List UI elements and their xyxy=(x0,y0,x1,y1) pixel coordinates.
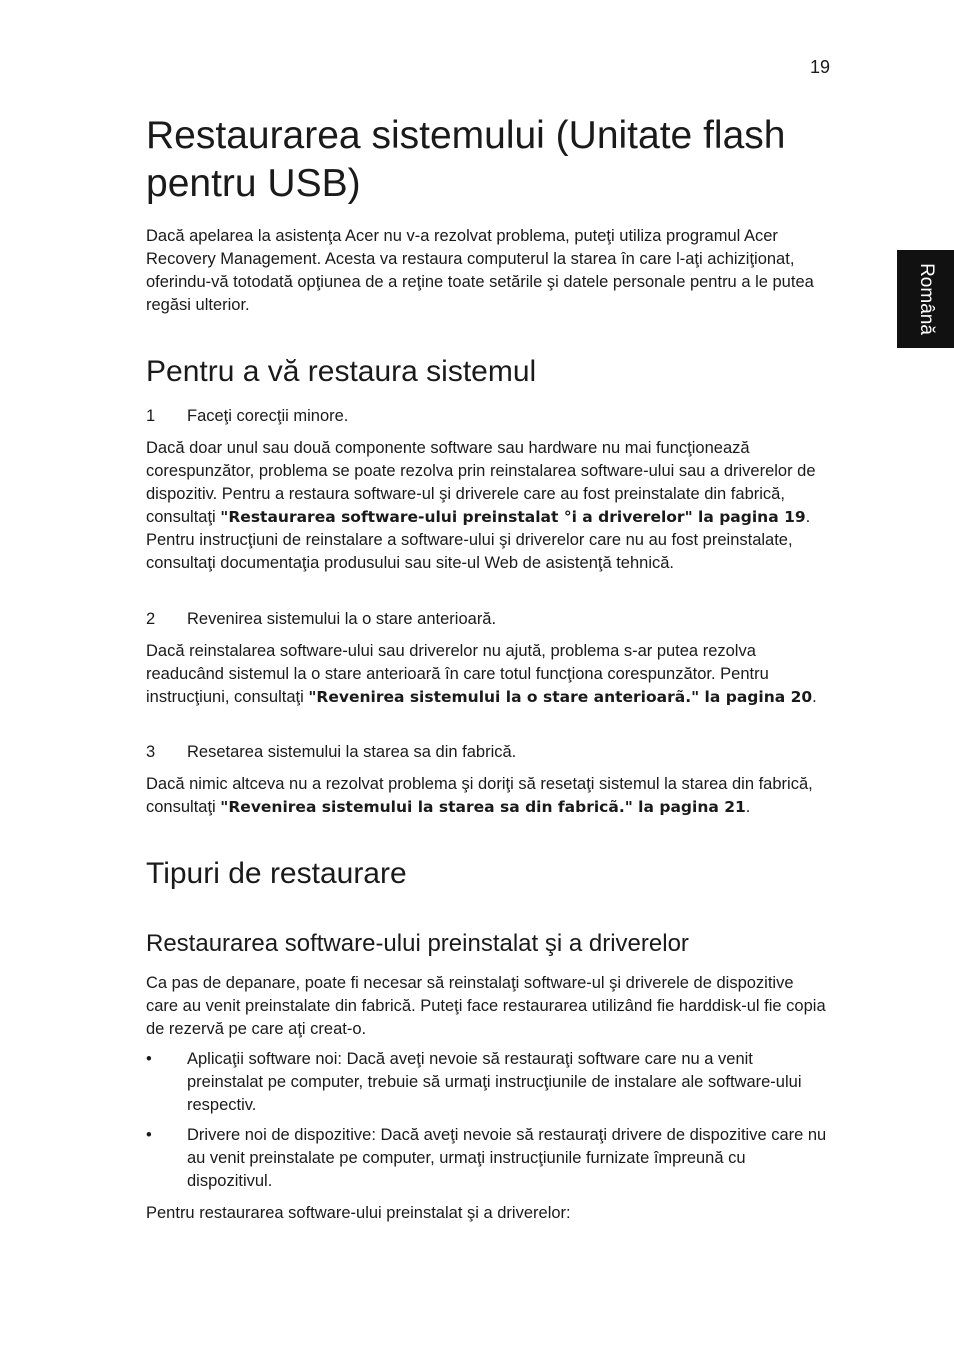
step-2-number: 2 xyxy=(146,610,156,628)
page-title: Restaurarea sistemului (Unitate flash pentru USB) xyxy=(146,114,786,205)
step-3 xyxy=(146,741,828,764)
closing-paragraph: Pentru restaurarea software-ului preinstalat şi a driverelor: xyxy=(146,1204,571,1222)
bullet-text: Drivere noi de dispozitive: Dacă aveţi nevoie să restauraţi drivere de dispozitive care nu au venit preinstalate pe computer, urmaţi instrucţiunile furnizate împreună cu dispozitivul. xyxy=(187,1126,827,1190)
restore-types-paragraph: Ca pas de depanare, poate fi necesar să reinstalaţi software-ul şi driverele de dispozitive care au venit preinstalate din fabrică. Puteţi face restaurarea utilizând fie harddisk-ul fie copia de rezervă pe care aţi creat-o. xyxy=(146,974,826,1038)
step-3-text-pre: Dacă nimic altceva nu a rezolvat problema şi doriţi să resetaţi sistemul la starea din fabrică, consultaţi xyxy=(146,775,813,816)
bullet-text: Aplicaţii software noi: Dacă aveţi nevoie să restauraţi software care nu a venit preinstalat pe computer, trebuie să urmaţi instrucţiunile de instalare ale software-ului respectiv. xyxy=(187,1050,802,1114)
step-1-text-pre: Dacă doar unul sau două componente software sau hardware nu mai funcţionează corespunzător, problema se poate rezolva prin reinstalarea software-ului sau a driverelor de dispozitiv. Pentru a restaura software-ul şi driverele care au fost preinstalate din fabrică, consultaţi xyxy=(146,439,816,526)
bullet-item xyxy=(146,1048,828,1117)
xref-link-page-21[interactable]: "Revenirea sistemului la starea sa din fabricã." la pagina 21 xyxy=(220,798,746,816)
language-tab-label: Română xyxy=(915,263,937,335)
language-tab xyxy=(897,250,954,348)
step-3-paragraph xyxy=(146,773,828,819)
bullet-dot: • xyxy=(146,1050,152,1068)
step-2-paragraph xyxy=(146,640,828,709)
section-heading-restore: Pentru a vă restaura sistemul xyxy=(146,355,537,388)
step-2-text-pre: Dacă reinstalarea software-ului sau driverelor nu ajută, problema s-ar putea rezolva readucând sistemul la o stare anterioară în care totul funcţiona corespunzător. Pentru instrucţiuni, consultaţi xyxy=(146,642,769,706)
step-1-label: Faceţi corecţii minore. xyxy=(187,407,349,425)
step-3-text-post: . xyxy=(745,798,751,816)
step-1-paragraph xyxy=(146,437,828,575)
step-1 xyxy=(146,405,828,428)
step-2 xyxy=(146,608,828,631)
xref-link-page-20[interactable]: "Revenirea sistemului la o stare anterioarã." la pagina 20 xyxy=(308,688,813,706)
subheading-preinstalled-software: Restaurarea software-ului preinstalat şi a driverelor xyxy=(146,930,689,957)
xref-link-page-19[interactable]: "Restaurarea software-ului preinstalat °i a driverelor" la pagina 19 xyxy=(220,508,806,526)
step-1-text-post: . Pentru instrucţiuni de reinstalare a software-ului şi driverelor care nu au fost preinstalate, consultaţi documentaţia produsului sau site-ul Web de asistenţă tehnică. xyxy=(146,508,811,572)
section-heading-restore-types: Tipuri de restaurare xyxy=(146,857,407,890)
bullet-item xyxy=(146,1124,828,1193)
step-1-number: 1 xyxy=(146,407,156,425)
step-3-number: 3 xyxy=(146,743,156,761)
step-2-label: Revenirea sistemului la o stare anterioară. xyxy=(187,610,497,628)
step-2-text-post: . xyxy=(812,688,817,706)
step-3-label: Resetarea sistemului la starea sa din fabrică. xyxy=(187,743,517,761)
bullet-dot: • xyxy=(146,1126,152,1144)
intro-paragraph: Dacă apelarea la asistenţa Acer nu v-a rezolvat problema, puteţi utiliza programul Acer Recovery Management. Acesta va restaura computerul la starea în care l-aţi achiziţionat, oferindu-vă totodată opţiunea de a reţine toate setările şi datele personale pentru a le putea regăsi ulterior. xyxy=(146,227,814,314)
page-number: 19 xyxy=(809,57,830,77)
